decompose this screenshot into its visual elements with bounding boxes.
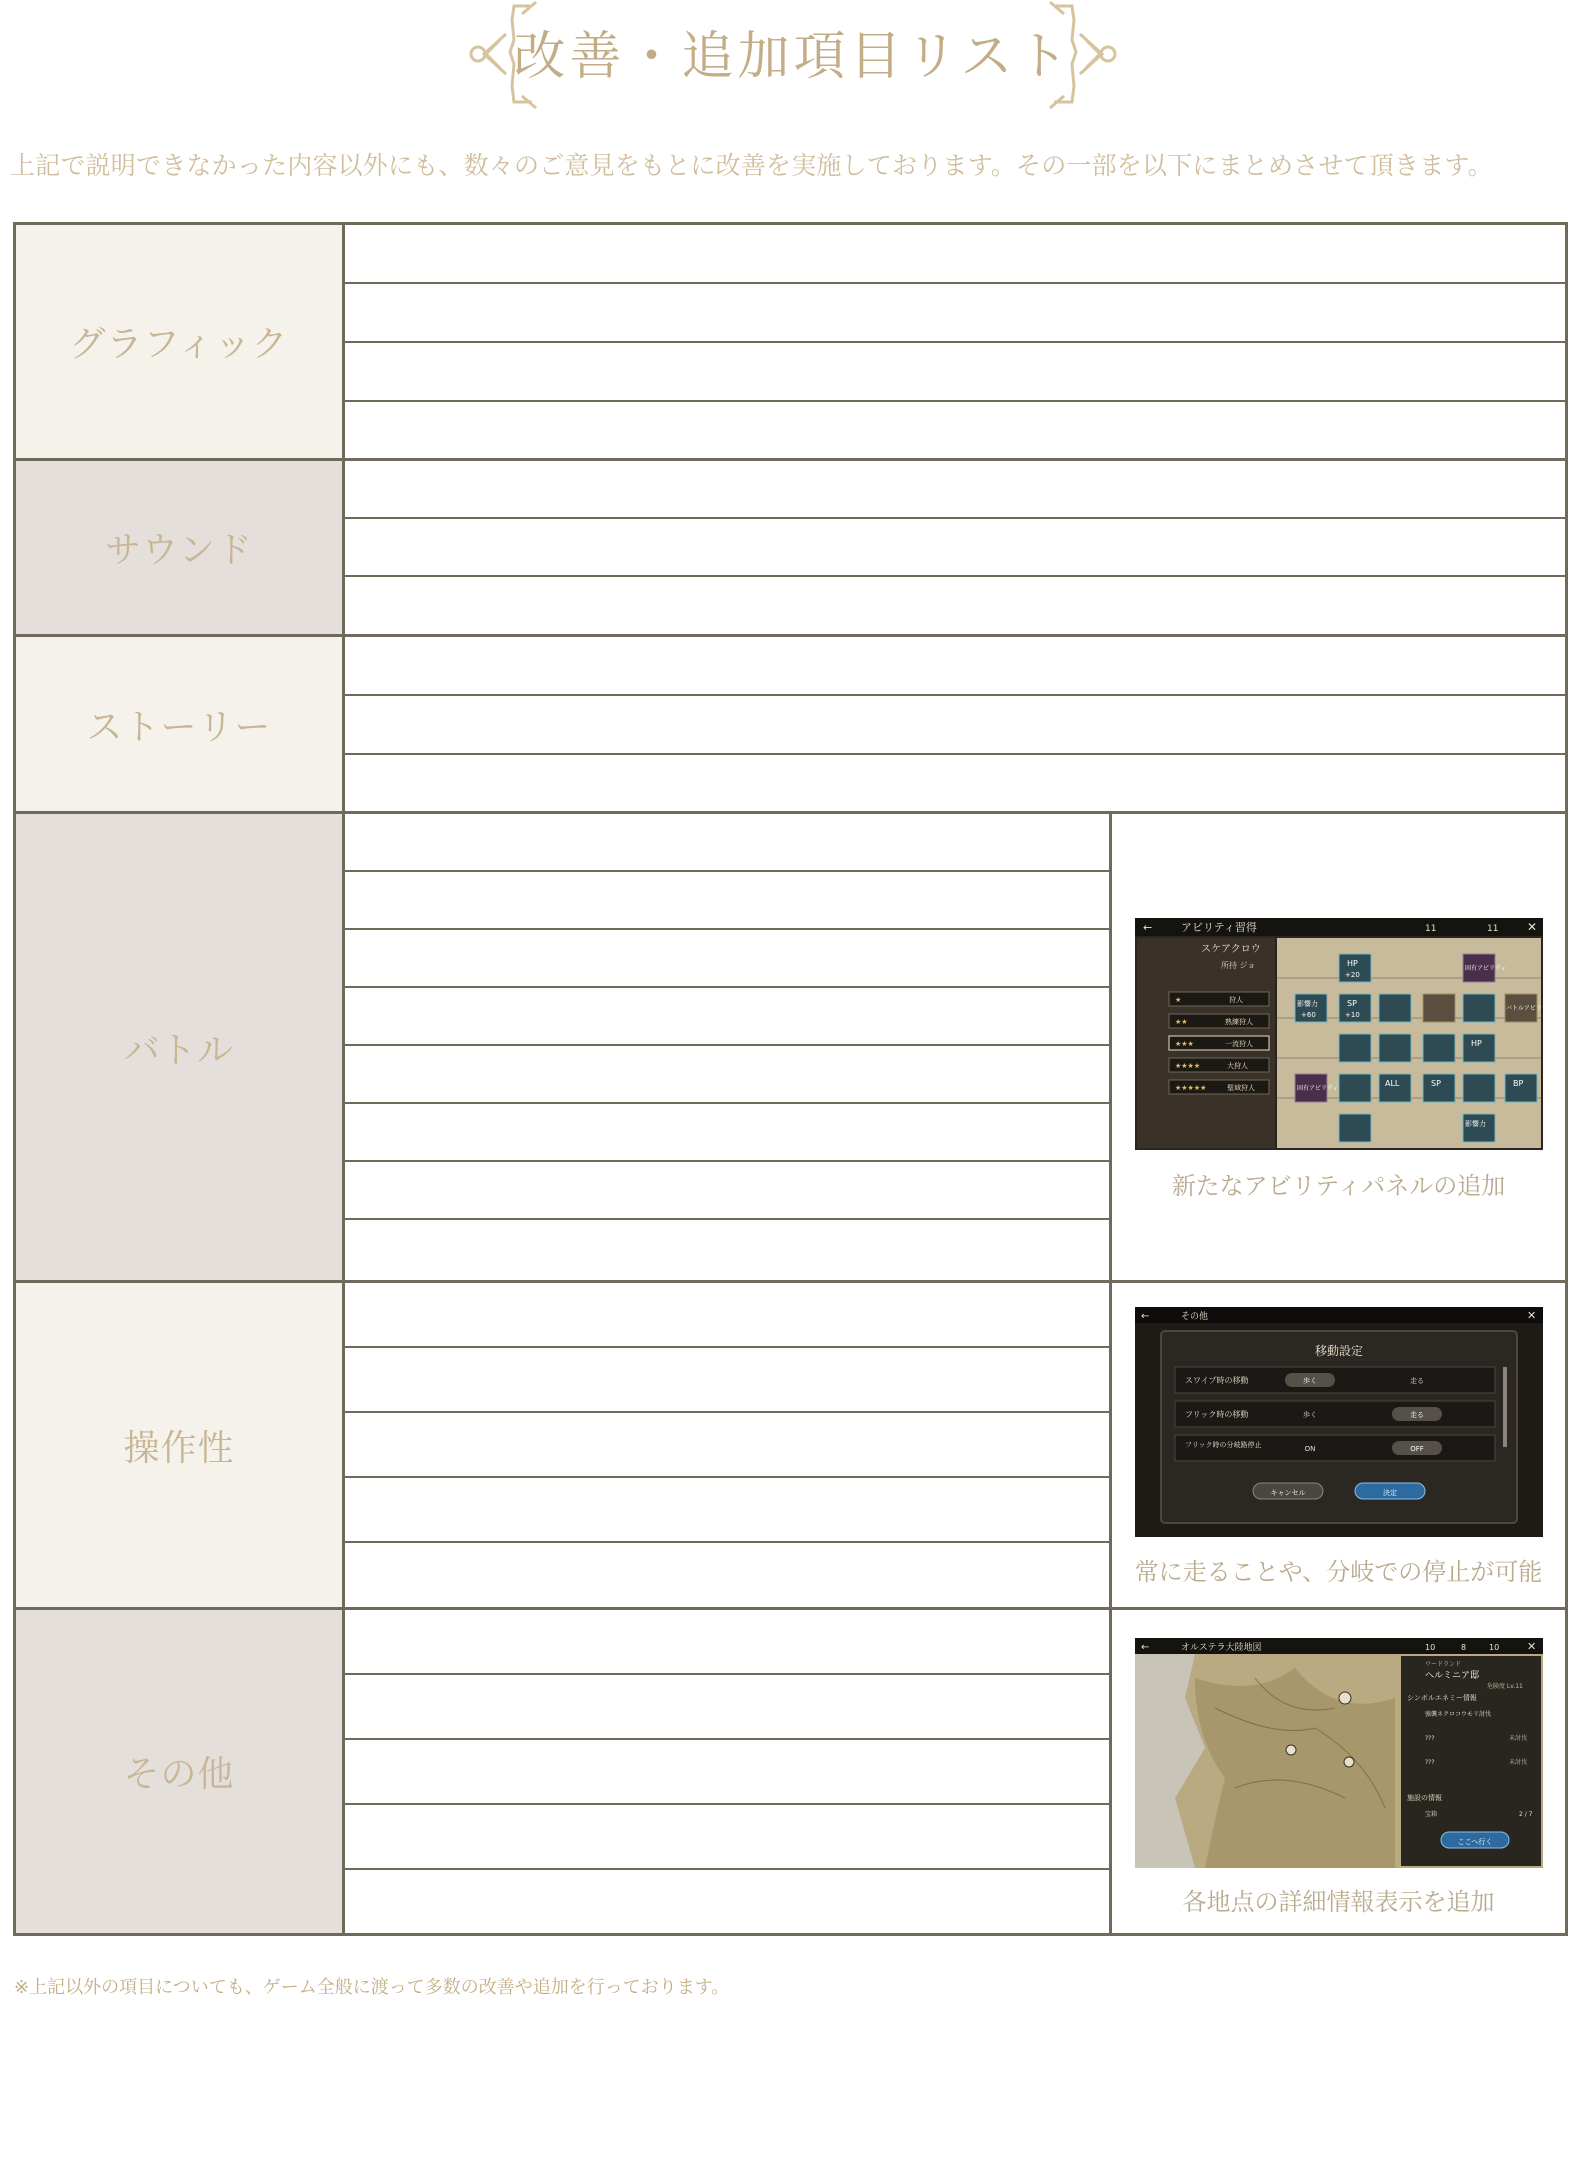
svg-text:所持 ジョ: 所持 ジョ xyxy=(1221,961,1256,970)
section-battle xyxy=(16,814,1565,1283)
svg-text:★★★: ★★★ xyxy=(1175,1040,1194,1048)
svg-text:施設の情報: 施設の情報 xyxy=(1407,1794,1442,1802)
rows-sound xyxy=(345,461,1565,634)
svg-text:走る: 走る xyxy=(1410,1377,1424,1385)
setting-rows xyxy=(1175,1367,1495,1461)
rows-battle xyxy=(345,814,1109,1280)
svg-text:歩く: 歩く xyxy=(1303,1411,1317,1419)
svg-text:ここへ行く: ここへ行く xyxy=(1457,1838,1493,1846)
svg-text:+20: +20 xyxy=(1345,971,1360,979)
section-sound xyxy=(16,461,1565,637)
section-graphics xyxy=(16,225,1565,461)
rows-controls xyxy=(345,1283,1109,1607)
table-row xyxy=(345,1046,1109,1104)
ability-panel-screenshot xyxy=(1135,918,1554,1150)
category-graphics: グラフィック xyxy=(16,225,345,458)
svg-text:←: ← xyxy=(1143,921,1153,934)
controls-caption: 常に走ることや、分岐での停止が可能 xyxy=(1134,1558,1543,1586)
table-row xyxy=(345,1283,1109,1348)
svg-text:+10: +10 xyxy=(1345,1011,1360,1019)
svg-text:10: 10 xyxy=(1425,1643,1436,1652)
svg-text:???: ??? xyxy=(1425,1759,1435,1766)
svg-text:大狩人: 大狩人 xyxy=(1227,1062,1248,1070)
rows-graphics xyxy=(345,225,1565,458)
svg-text:移動設定: 移動設定 xyxy=(1314,1344,1364,1358)
svg-text:HP: HP xyxy=(1471,1039,1482,1048)
svg-text:歩く: 歩く xyxy=(1303,1377,1317,1385)
table-row xyxy=(345,284,1565,343)
section-controls xyxy=(16,1283,1565,1610)
table-row xyxy=(345,988,1109,1046)
svg-text:ワードランド: ワードランド xyxy=(1425,1661,1462,1668)
svg-text:固有アビリティ: 固有アビリティ xyxy=(1297,1085,1339,1092)
svg-text:走る: 走る xyxy=(1410,1411,1424,1419)
table-row xyxy=(345,1543,1109,1607)
svg-text:フリック時の移動: フリック時の移動 xyxy=(1185,1410,1249,1419)
svg-text:決定: 決定 xyxy=(1383,1489,1397,1497)
svg-text:10: 10 xyxy=(1489,1643,1500,1652)
table-row xyxy=(345,814,1109,872)
table-row xyxy=(345,1675,1109,1740)
title-banner xyxy=(0,0,1586,110)
svg-text:✕: ✕ xyxy=(1527,1640,1537,1653)
svg-text:固有アビリティ: 固有アビリティ xyxy=(1465,965,1507,972)
svg-text:その他: その他 xyxy=(1181,1312,1209,1322)
svg-text:ALL: ALL xyxy=(1385,1079,1400,1088)
table-row xyxy=(345,696,1565,755)
table-row xyxy=(345,1478,1109,1543)
svg-text:OFF: OFF xyxy=(1410,1445,1424,1453)
table-row xyxy=(345,1805,1109,1870)
svg-text:危険度 Lv.11: 危険度 Lv.11 xyxy=(1487,1683,1523,1690)
svg-text:フリック時の分岐路停止: フリック時の分岐路停止 xyxy=(1185,1441,1262,1449)
controls-image-cell xyxy=(1109,1283,1565,1607)
svg-text:未討伐: 未討伐 xyxy=(1509,1735,1528,1742)
svg-text:★★★★: ★★★★ xyxy=(1175,1062,1201,1070)
table-row xyxy=(345,1740,1109,1805)
svg-text:✕: ✕ xyxy=(1527,1309,1537,1322)
svg-text:ヘルミニア邸: ヘルミニア邸 xyxy=(1425,1671,1480,1681)
svg-text:キャンセル: キャンセル xyxy=(1270,1489,1306,1497)
svg-text:バトルアビリティ: バトルアビリティ xyxy=(1506,1005,1554,1012)
svg-text:←: ← xyxy=(1141,1311,1150,1322)
table-row xyxy=(345,343,1565,402)
svg-text:熟練狩人: 熟練狩人 xyxy=(1225,1018,1253,1026)
svg-text:聖域狩人: 聖域狩人 xyxy=(1227,1084,1255,1092)
rows-other xyxy=(345,1610,1109,1933)
svg-text:影響力: 影響力 xyxy=(1297,1000,1318,1008)
svg-text:11: 11 xyxy=(1487,924,1499,934)
table-row xyxy=(345,872,1109,930)
table-row xyxy=(345,1348,1109,1413)
svg-text:11: 11 xyxy=(1425,924,1437,934)
battle-caption: 新たなアビリティパネルの追加 xyxy=(1171,1172,1506,1200)
rows-story xyxy=(345,637,1565,811)
table-row xyxy=(345,577,1565,634)
svg-text:8: 8 xyxy=(1461,1643,1467,1652)
table-row xyxy=(345,1870,1109,1933)
svg-text:★★: ★★ xyxy=(1175,1018,1188,1026)
svg-text:✕: ✕ xyxy=(1527,920,1538,934)
category-sound: サウンド xyxy=(16,461,345,634)
table-row xyxy=(345,461,1565,519)
svg-text:???: ??? xyxy=(1425,1735,1435,1742)
table-row xyxy=(345,1104,1109,1162)
svg-text:ON: ON xyxy=(1304,1445,1316,1453)
other-image-cell xyxy=(1109,1610,1565,1933)
svg-text:スケアクロウ: スケアクロウ xyxy=(1201,944,1261,955)
table-row xyxy=(345,930,1109,988)
svg-text:スワイプ時の移動: スワイプ時の移動 xyxy=(1185,1376,1249,1385)
other-caption: 各地点の詳細情報表示を追加 xyxy=(1182,1888,1495,1916)
title-ornament-right-icon xyxy=(1036,0,1124,110)
svg-text:宝箱: 宝箱 xyxy=(1425,1811,1438,1818)
intro-text: 上記で説明できなかった内容以外にも、数々のご意見をもとに改善を実施しております。その一部を以下にまとめさせて頂きます。 xyxy=(10,151,1493,180)
svg-text:オルステラ大陸地図: オルステラ大陸地図 xyxy=(1181,1643,1262,1653)
section-other xyxy=(16,1610,1565,1933)
table-row xyxy=(345,519,1565,577)
svg-text:SP: SP xyxy=(1431,1079,1441,1088)
svg-text:一流狩人: 一流狩人 xyxy=(1225,1040,1253,1048)
table-row xyxy=(345,1413,1109,1478)
svg-text:影響力: 影響力 xyxy=(1465,1120,1486,1128)
svg-text:+60: +60 xyxy=(1301,1011,1316,1019)
table-row xyxy=(345,755,1565,811)
svg-text:HP: HP xyxy=(1347,959,1358,968)
svg-text:強襲ネクロコウモリ討伐: 強襲ネクロコウモリ討伐 xyxy=(1425,1711,1492,1718)
table-row xyxy=(345,1610,1109,1675)
world-map-screenshot xyxy=(1135,1638,1543,1868)
table-row xyxy=(345,225,1565,284)
svg-text:2 / 7: 2 / 7 xyxy=(1519,1811,1533,1818)
improvement-table xyxy=(13,222,1568,1936)
svg-text:未討伐: 未討伐 xyxy=(1509,1759,1528,1766)
svg-text:シンボルエネミー情報: シンボルエネミー情報 xyxy=(1407,1694,1477,1702)
footnote: ※上記以外の項目についても、ゲーム全般に渡って多数の改善や追加を行っております。 xyxy=(14,1977,730,1998)
category-story: ストーリー xyxy=(16,637,345,811)
table-row xyxy=(345,402,1565,458)
svg-text:SP: SP xyxy=(1347,999,1357,1008)
category-other: その他 xyxy=(16,1610,345,1933)
table-row xyxy=(345,1162,1109,1220)
category-battle: バトル xyxy=(16,814,345,1280)
svg-text:アビリティ習得: アビリティ習得 xyxy=(1181,921,1257,934)
svg-text:★: ★ xyxy=(1175,996,1182,1004)
movement-settings-screenshot xyxy=(1135,1307,1543,1537)
table-row xyxy=(345,1220,1109,1280)
table-row xyxy=(345,637,1565,696)
section-story xyxy=(16,637,1565,814)
svg-text:★★★★★: ★★★★★ xyxy=(1175,1084,1207,1092)
category-controls: 操作性 xyxy=(16,1283,345,1607)
page-title: 改善・追加項目リスト xyxy=(513,27,1073,87)
svg-text:狩人: 狩人 xyxy=(1229,996,1243,1004)
svg-text:←: ← xyxy=(1141,1642,1150,1653)
battle-image-cell xyxy=(1109,814,1565,1280)
svg-text:BP: BP xyxy=(1513,1079,1524,1088)
